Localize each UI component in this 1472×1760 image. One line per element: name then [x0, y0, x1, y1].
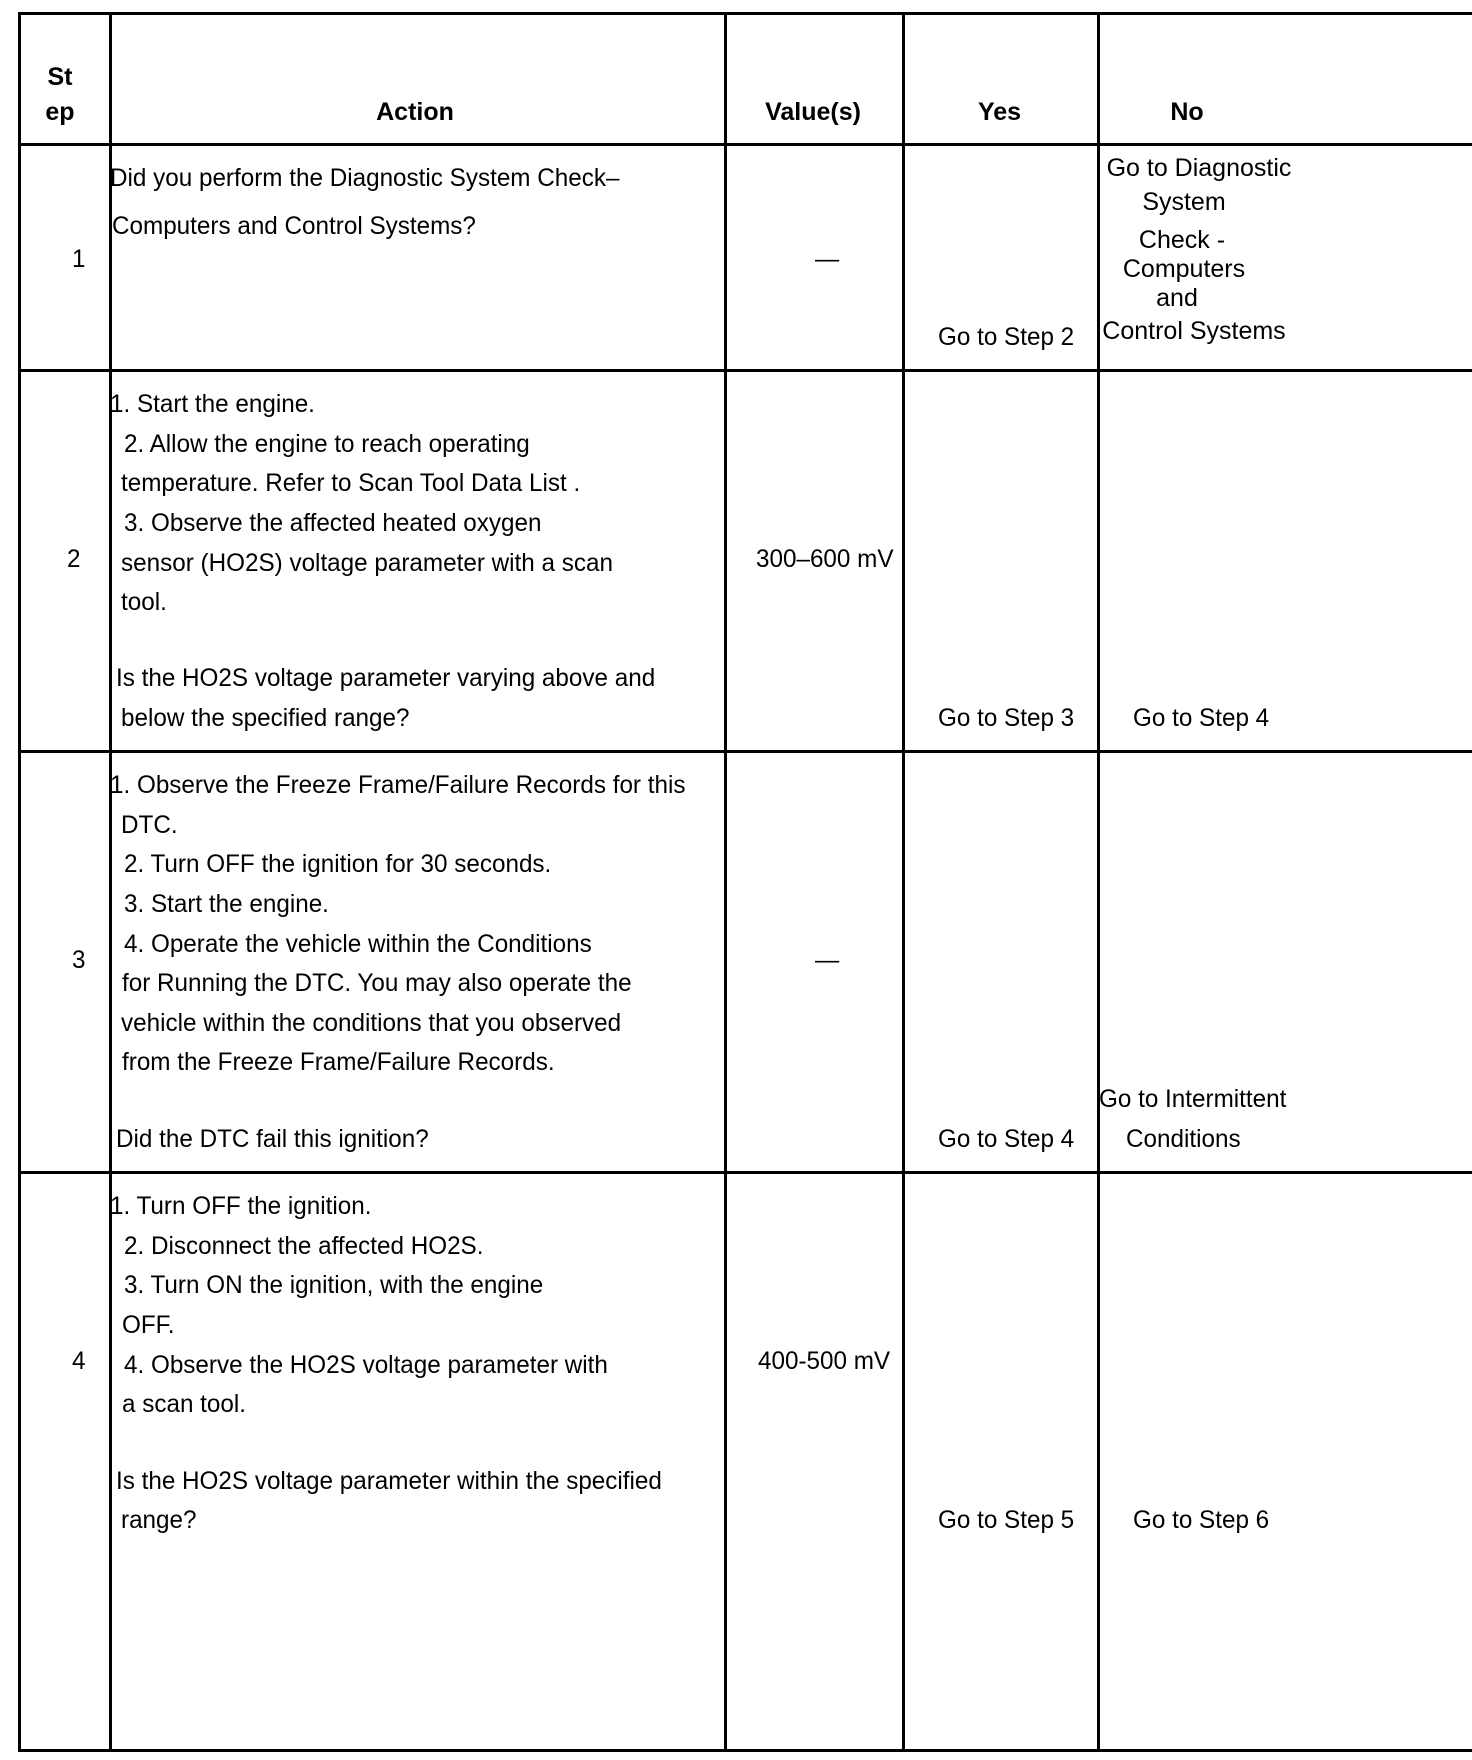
action-line: OFF.: [122, 1311, 175, 1339]
value-cell: 300–600 mV: [756, 545, 894, 573]
header-values: Value(s): [765, 98, 861, 126]
action-line: 4. Operate the vehicle within the Conditions: [124, 930, 592, 958]
col-divider-values: [902, 15, 905, 1749]
no-cell-line: Conditions: [1126, 1125, 1241, 1153]
action-line: tool.: [121, 588, 167, 616]
no-cell-line: Go to Step 6: [1133, 1506, 1270, 1534]
action-line: Computers and Control Systems?: [112, 212, 476, 240]
step-number: 2: [67, 545, 81, 573]
step-number: 4: [72, 1347, 86, 1375]
action-line: 3. Observe the affected heated oxygen: [124, 509, 542, 537]
no-cell-line: System: [1142, 188, 1226, 216]
action-line: vehicle within the conditions that you observed: [121, 1009, 622, 1037]
action-line: below the specified range?: [121, 704, 410, 732]
action-line: 4. Observe the HO2S voltage parameter with: [124, 1351, 608, 1379]
no-cell-line: Go to Step 4: [1133, 704, 1270, 732]
action-line: 3. Turn ON the ignition, with the engine: [124, 1271, 544, 1299]
no-cell-line: Go to Diagnostic: [1106, 154, 1292, 182]
action-line: Is the HO2S voltage parameter varying above and: [116, 664, 656, 692]
action-line: Is the HO2S voltage parameter within the specified: [116, 1467, 662, 1495]
row-divider-3: [21, 1171, 1472, 1174]
header-step-line1: St: [47, 63, 73, 91]
action-line: a scan tool.: [122, 1390, 247, 1418]
action-line: 2. Disconnect the affected HO2S.: [124, 1232, 484, 1260]
action-line: from the Freeze Frame/Failure Records.: [122, 1048, 555, 1076]
no-cell-line: Go to Intermittent: [1099, 1085, 1287, 1113]
action-line: range?: [121, 1506, 197, 1534]
yes-cell: Go to Step 5: [938, 1506, 1075, 1534]
action-line: 1. Observe the Freeze Frame/Failure Records for this: [110, 771, 686, 799]
yes-cell: Go to Step 3: [938, 704, 1075, 732]
action-line: 1. Turn OFF the ignition.: [110, 1192, 372, 1220]
no-cell-line: Control Systems: [1102, 317, 1286, 345]
action-line: DTC.: [121, 811, 178, 839]
col-divider-action: [724, 15, 727, 1749]
action-line: 1. Start the engine.: [110, 390, 315, 418]
action-line: Did you perform the Diagnostic System Check–: [110, 164, 620, 192]
action-line: for Running the DTC. You may also operate the: [122, 969, 632, 997]
value-cell: —: [815, 245, 840, 273]
no-cell-line: and: [1156, 284, 1198, 312]
value-cell: 400-500 mV: [758, 1347, 891, 1375]
action-line: temperature. Refer to Scan Tool Data List .: [121, 469, 581, 497]
row-divider-2: [21, 750, 1472, 753]
row-divider-header: [21, 143, 1472, 146]
header-action: Action: [376, 98, 454, 126]
action-line: sensor (HO2S) voltage parameter with a scan: [121, 549, 613, 577]
header-step-line2: ep: [45, 98, 75, 126]
yes-cell: Go to Step 4: [938, 1125, 1075, 1153]
col-divider-step: [109, 15, 112, 1749]
row-divider-1: [21, 369, 1472, 372]
value-cell: —: [815, 946, 840, 974]
yes-cell: Go to Step 2: [938, 323, 1075, 351]
action-line: 3. Start the engine.: [124, 890, 329, 918]
header-no: No: [1170, 98, 1204, 126]
no-cell-line: Check -: [1138, 226, 1226, 254]
step-number: 3: [72, 946, 86, 974]
step-number: 1: [72, 245, 86, 273]
no-cell-line: Computers: [1122, 255, 1246, 283]
action-line: 2. Allow the engine to reach operating: [124, 430, 530, 458]
action-line: 2. Turn OFF the ignition for 30 seconds.: [124, 850, 552, 878]
header-yes: Yes: [977, 98, 1022, 126]
action-line: Did the DTC fail this ignition?: [116, 1125, 429, 1153]
